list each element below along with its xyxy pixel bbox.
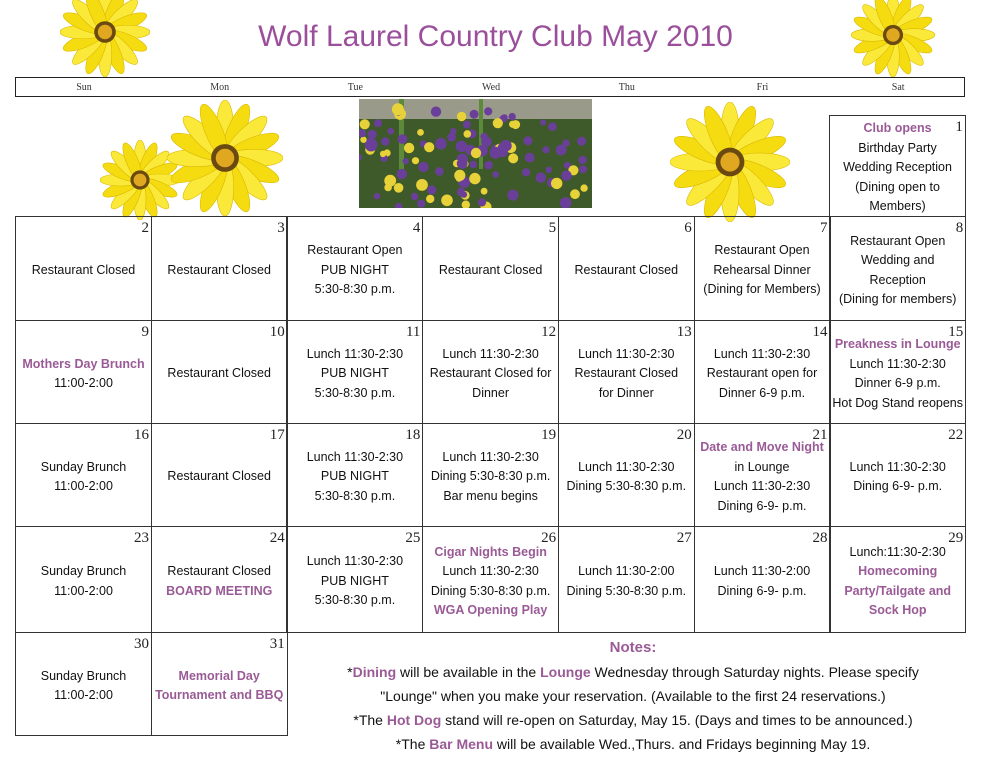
day-number: 27 bbox=[676, 530, 692, 546]
day-number: 6 bbox=[684, 220, 692, 236]
day-cell bbox=[694, 423, 831, 527]
event-text: Lunch 11:30-2:30 bbox=[306, 449, 404, 464]
day-cell bbox=[151, 423, 288, 527]
event-text: Dinner 6-9 p.m. bbox=[718, 385, 806, 400]
day-of-week-mon: Mon bbox=[210, 82, 230, 93]
event-text: Restaurant Closed bbox=[438, 262, 543, 277]
day-number: 31 bbox=[269, 636, 285, 652]
note-line bbox=[300, 660, 966, 684]
event-text: 11:00-2:00 bbox=[54, 376, 113, 391]
day-cell bbox=[422, 526, 559, 633]
day-cell bbox=[286, 526, 423, 633]
event-text: Restaurant Open bbox=[714, 243, 810, 258]
event-text: Dining 5:30-8:30 p.m. bbox=[430, 583, 551, 598]
event-text: (Dining open to bbox=[855, 179, 940, 194]
event-text: 11:00-2:00 bbox=[54, 583, 113, 598]
notes-section bbox=[300, 636, 966, 756]
note-highlight: Lounge bbox=[540, 664, 591, 680]
day-number: 2 bbox=[141, 220, 149, 236]
event-highlight: Cigar Nights Begin bbox=[434, 544, 547, 559]
day-number: 15 bbox=[948, 324, 964, 340]
note-highlight: Hot Dog bbox=[386, 712, 442, 728]
event-text: Dining 6-9- p.m. bbox=[853, 479, 943, 494]
day-number: 1 bbox=[955, 119, 963, 135]
event-text: PUB NIGHT bbox=[320, 366, 389, 381]
day-cell bbox=[422, 216, 559, 321]
event-text: 5:30-8:30 p.m. bbox=[314, 282, 396, 297]
event-highlight: Mothers Day Brunch bbox=[22, 356, 145, 371]
day-number: 10 bbox=[269, 324, 285, 340]
note-line bbox=[300, 684, 966, 708]
day-number: 4 bbox=[412, 220, 421, 236]
day-number: 14 bbox=[812, 324, 828, 340]
event-text: for Dinner bbox=[598, 385, 654, 400]
event-text: PUB NIGHT bbox=[320, 573, 389, 588]
day-number: 20 bbox=[676, 427, 692, 443]
note-text: will be available in the bbox=[396, 664, 541, 680]
day-number: 18 bbox=[405, 427, 421, 443]
event-text: Lunch:11:30-2:30 bbox=[849, 544, 946, 559]
note-line bbox=[300, 708, 966, 732]
day-number: 11 bbox=[405, 324, 421, 340]
day-number: 28 bbox=[812, 530, 828, 546]
day-cell bbox=[558, 216, 695, 321]
event-text: Lunch 11:30-2:30 bbox=[578, 459, 675, 474]
day-of-week-sat: Sat bbox=[891, 82, 905, 93]
day-number: 9 bbox=[141, 324, 149, 340]
day-of-week-sun: Sun bbox=[76, 82, 92, 93]
day-number: 21 bbox=[812, 427, 828, 443]
event-highlight: Tournament and BBQ bbox=[155, 688, 284, 703]
day-number: 16 bbox=[134, 427, 149, 443]
event-text: Dining 5:30-8:30 p.m. bbox=[566, 583, 687, 598]
event-highlight: Party/Tailgate and bbox=[844, 583, 952, 598]
event-text: Lunch 11:30-2:30 bbox=[578, 346, 675, 361]
day-number: 19 bbox=[541, 427, 557, 443]
event-highlight: Homecoming bbox=[858, 564, 938, 579]
day-of-week-tue: Tue bbox=[347, 82, 363, 93]
event-text: Dining 5:30-8:30 p.m. bbox=[430, 469, 551, 484]
event-highlight: BOARD MEETING bbox=[166, 583, 273, 598]
event-text: Bar menu begins bbox=[443, 488, 538, 503]
event-text: Members) bbox=[869, 199, 926, 214]
event-text: Wedding and bbox=[860, 253, 935, 268]
day-number: 22 bbox=[948, 427, 964, 443]
event-text: Sunday Brunch bbox=[40, 668, 127, 683]
event-highlight: Date and Move Night bbox=[700, 440, 824, 455]
event-text: Lunch 11:30-2:30 bbox=[306, 346, 404, 361]
note-highlight: Dining bbox=[352, 664, 397, 680]
event-text: in Lounge bbox=[734, 459, 790, 474]
day-cell bbox=[558, 423, 695, 527]
day-cell bbox=[151, 216, 288, 321]
event-text: Restaurant Closed bbox=[31, 262, 136, 277]
daisy-flower-icon bbox=[851, 0, 935, 77]
event-text: Restaurant Closed for bbox=[429, 366, 552, 381]
event-text: Lunch 11:30-2:30 bbox=[849, 356, 946, 371]
daisy-flower-icon bbox=[60, 0, 150, 77]
day-of-week-fri: Fri bbox=[756, 82, 769, 93]
event-text: Dining 6-9- p.m. bbox=[717, 498, 807, 513]
event-text: PUB NIGHT bbox=[320, 469, 389, 484]
day-number: 5 bbox=[548, 220, 557, 236]
day-number: 17 bbox=[269, 427, 285, 443]
event-text: Lunch 11:30-2:30 bbox=[713, 479, 811, 494]
event-text: Sunday Brunch bbox=[40, 564, 127, 579]
day-number: 24 bbox=[269, 530, 285, 546]
event-text: Lunch 11:30-2:30 bbox=[306, 554, 404, 569]
note-text: Wednesday through Saturday nights. Please specify bbox=[590, 664, 919, 680]
day-cell bbox=[15, 320, 152, 424]
event-text: Sunday Brunch bbox=[40, 459, 127, 474]
event-text: Lunch 11:30-2:30 bbox=[442, 564, 539, 579]
day-cell bbox=[286, 216, 423, 321]
day-cell bbox=[15, 423, 152, 527]
event-text: Restaurant Open bbox=[850, 233, 946, 248]
note-text: stand will re-open on Saturday, May 15. (Days and times to be announced.) bbox=[441, 712, 913, 728]
event-text: 5:30-8:30 p.m. bbox=[314, 488, 396, 503]
event-text: Restaurant Closed bbox=[167, 469, 271, 484]
day-cell bbox=[151, 632, 288, 736]
day-cell bbox=[15, 632, 152, 736]
day-cell bbox=[829, 216, 966, 321]
event-text: Restaurant Closed bbox=[167, 366, 271, 381]
day-cell bbox=[151, 526, 288, 633]
event-text: Lunch 11:30-2:30 bbox=[713, 346, 811, 361]
daisy-flower-icon bbox=[670, 102, 790, 222]
day-cell bbox=[151, 320, 288, 424]
event-text: Rehearsal Dinner bbox=[713, 262, 811, 277]
day-cell bbox=[422, 423, 559, 527]
day-number: 23 bbox=[134, 530, 149, 546]
event-highlight: Sock Hop bbox=[868, 603, 927, 618]
event-text: (Dining for members) bbox=[838, 292, 957, 307]
event-text: Reception bbox=[869, 272, 926, 287]
day-of-week-wed: Wed bbox=[482, 82, 501, 93]
event-text: PUB NIGHT bbox=[320, 262, 389, 277]
day-cell bbox=[15, 526, 152, 633]
day-cell bbox=[15, 216, 152, 321]
event-text: Restaurant Closed bbox=[574, 262, 679, 277]
day-cell bbox=[829, 115, 966, 217]
event-text: Restaurant Closed bbox=[167, 262, 271, 277]
day-cell bbox=[694, 216, 831, 321]
day-cell bbox=[694, 320, 831, 424]
event-text: Lunch 11:30-2:30 bbox=[849, 459, 946, 474]
day-number: 30 bbox=[134, 636, 149, 652]
day-number: 12 bbox=[541, 324, 557, 340]
event-text: 11:00-2:00 bbox=[54, 479, 113, 494]
event-highlight: Preakness in Lounge bbox=[834, 337, 961, 352]
page-title: Wolf Laurel Country Club May 2010 bbox=[258, 20, 733, 53]
note-text: will be available Wed.,Thurs. and Fridays beginning May 19. bbox=[493, 736, 871, 752]
day-number: 26 bbox=[541, 530, 557, 546]
event-text: 11:00-2:00 bbox=[54, 688, 113, 703]
pansy-photo bbox=[359, 99, 592, 208]
event-text: Wedding Reception bbox=[843, 160, 952, 175]
event-text: Lunch 11:30-2:00 bbox=[713, 564, 811, 579]
day-cell bbox=[558, 526, 695, 633]
event-highlight: Memorial Day bbox=[178, 668, 260, 683]
note-text: *The bbox=[395, 736, 430, 752]
event-text: Dining 6-9- p.m. bbox=[717, 583, 807, 598]
event-text: Restaurant Closed bbox=[574, 366, 679, 381]
event-text: (Dining for Members) bbox=[703, 282, 821, 297]
day-number: 29 bbox=[948, 530, 964, 546]
event-highlight: WGA Opening Play bbox=[433, 603, 548, 618]
day-cell bbox=[286, 423, 423, 527]
event-text: 5:30-8:30 p.m. bbox=[314, 593, 396, 608]
note-text: "Lounge" when you make your reservation. (Available to the first 24 reservations.) bbox=[380, 688, 886, 704]
day-number: 8 bbox=[955, 220, 964, 236]
event-text: Birthday Party bbox=[858, 140, 937, 155]
note-text: *The bbox=[353, 712, 387, 728]
day-cell bbox=[286, 320, 423, 424]
event-text: Lunch 11:30-2:30 bbox=[442, 346, 539, 361]
day-number: 25 bbox=[405, 530, 421, 546]
day-cell bbox=[829, 526, 966, 633]
day-number: 3 bbox=[277, 220, 285, 236]
event-text: Hot Dog Stand reopens bbox=[832, 395, 963, 410]
event-text: 5:30-8:30 p.m. bbox=[314, 385, 396, 400]
event-text: Restaurant Open bbox=[307, 243, 403, 258]
day-cell bbox=[694, 526, 831, 633]
day-cell bbox=[829, 423, 966, 527]
event-text: Dinner bbox=[472, 385, 509, 400]
day-cell bbox=[558, 320, 695, 424]
event-text: Lunch 11:30-2:00 bbox=[578, 564, 675, 579]
day-number: 13 bbox=[676, 324, 692, 340]
note-highlight: Bar Menu bbox=[429, 736, 494, 752]
day-of-week-thu: Thu bbox=[618, 82, 635, 93]
event-text: Dinner 6-9 p.m. bbox=[854, 376, 941, 391]
event-text: Restaurant open for bbox=[706, 366, 818, 381]
days-of-week-header bbox=[15, 77, 965, 97]
note-line bbox=[300, 732, 966, 756]
event-text: Lunch 11:30-2:30 bbox=[442, 449, 539, 464]
day-cell bbox=[422, 320, 559, 424]
day-number: 7 bbox=[820, 220, 828, 236]
event-highlight: Club opens bbox=[863, 121, 932, 136]
day-cell bbox=[829, 320, 966, 424]
note-text: * bbox=[347, 664, 353, 680]
event-text: Dining 5:30-8:30 p.m. bbox=[566, 479, 687, 494]
notes-title: Notes: bbox=[609, 639, 657, 656]
daisy-flower-icon bbox=[167, 100, 283, 216]
event-text: Restaurant Closed bbox=[167, 564, 271, 579]
